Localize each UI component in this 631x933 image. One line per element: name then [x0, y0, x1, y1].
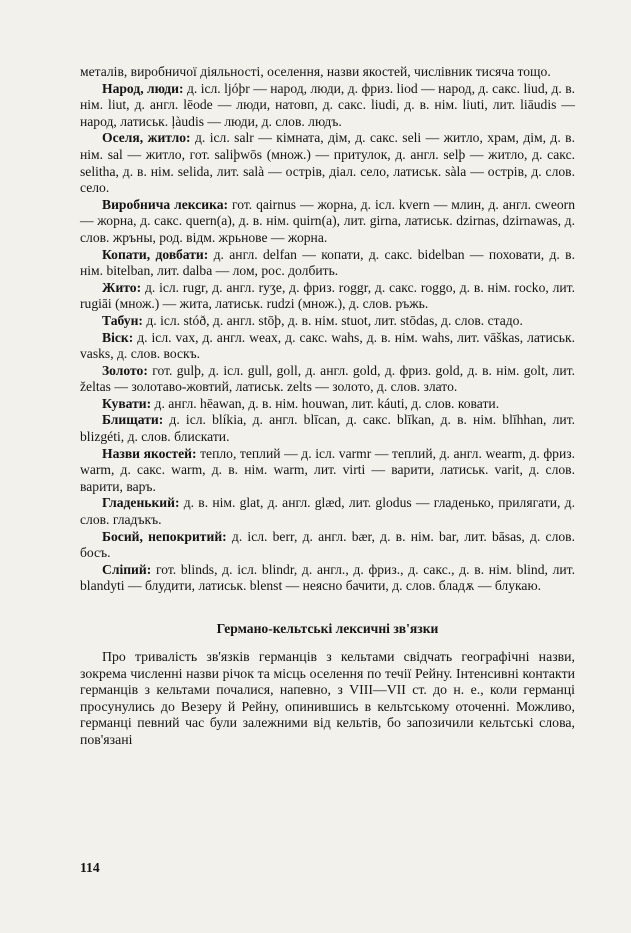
entry-body: гот. qairnus — жорна, д. ісл. kvern — млин, д. англ. cweorn — жорна, д. сакс. quern(a), д. в. нім. quirn(a), лит. girna, латиськ. dzirnas, dzirnawas, д. слов. жръны, род. відм. жрьнове — жорна. — [80, 196, 575, 245]
entry-body: д. ісл. rugr, д. англ. ryʒe, д. фриз. roggr, д. сакс. roggo, д. в. нім. rocko, лит. rugiāi (множ.) — жита, латиськ. rudzi (множ.), д. слов. ръжь. — [80, 279, 575, 312]
entry-body: д. ісл. blíkia, д. англ. blīcan, д. сакс. blīkan, д. в. нім. blīhhan, лит. blizgéti, д. слов. блискати. — [80, 412, 576, 445]
entry-head: Оселя, житло: — [102, 130, 191, 146]
entry-head: Назви якостей: — [102, 445, 197, 461]
entry-slipyi — [80, 562, 575, 595]
dictionary-text — [80, 64, 575, 595]
entry-body: д. ісл. salr — кімната, дім, д. сакс. seli — житло, храм, дім, д. в. нім. sal — житло, гот. saliþwōs (множ.) — притулок, д. англ. selþ — житло, д. сакс. selitha, д. в. нім. selida, лит. salà — острів, діал. село, латиськ. sàla — острів, д. слов. село. — [80, 130, 575, 196]
entry-kuvaty — [80, 396, 575, 413]
intro-line: металів, виробничої діяльності, оселення, назви якостей, числівник тисяча тощо. — [80, 64, 551, 79]
entry-head: Виробнича лексика: — [102, 196, 229, 212]
entry-body: д. ісл. berr, д. англ. bær, д. в. нім. bar, лит. bāsas, д. слов. босъ. — [80, 528, 575, 561]
page-number: 114 — [80, 860, 100, 875]
entry-head: Блищати: — [102, 412, 164, 428]
entry-nazvy-yakostei — [80, 446, 575, 496]
body-paragraph: Про тривалість зв'язків германців з кельтами свідчать географічні назви, зокрема численні назви річок та місць оселення по течії Рейну. Інтенсивні контакти германців з кельтами почалися, напевно, з VIII—VII ст. до н. е., коли германці просунулись до Везеру й Рейну, опинившись в кельтському оточенні. Можливо, германці певний час були залежними від кельтів, бо запозичили кельтські слова, пов'язані — [80, 649, 575, 747]
entry-body: гот. gulþ, д. ісл. gull, goll, д. англ. gold, д. фриз. gold, д. в. нім. golt, лит. želtas — золотаво-жовтий, латиськ. zelts — золото, д. слов. злато. — [80, 362, 575, 395]
entry-body: д. ісл. stóð, д. англ. stōþ, д. в. нім. stuot, лит. stōdas, д. слов. стадо. — [146, 312, 523, 328]
entry-bosyi — [80, 529, 575, 562]
entry-head: Босий, непокритий: — [102, 528, 227, 544]
entry-head: Сліпий: — [102, 561, 152, 577]
entry-zhyto — [80, 280, 575, 313]
entry-body: гот. blinds, д. ісл. blindr, д. англ., д. фриз., д. сакс., д. в. нім. blind, лит. blandyti — блудити, латиськ. blenst — неясно бачити, д. слов. бладѫ — блукаю. — [80, 561, 575, 594]
entry-body: тепло, теплий — д. ісл. varmr — теплий, д. англ. wearm, д. фриз. warm, д. сакс. warm, д. в. нім. warm, лит. virti — варити, латиськ. varit, д. слов. варити, варъ. — [80, 445, 575, 494]
entry-gladenkyi — [80, 495, 575, 528]
entry-head: Віск: — [102, 329, 134, 345]
entry-kopaty — [80, 247, 575, 280]
entry-vyrobnycha — [80, 197, 575, 247]
entry-head: Кувати: — [102, 395, 152, 411]
entry-body: д. ісл. vax, д. англ. weax, д. сакс. wahs, д. в. нім. wahs, лит. vāškas, латиськ. vasks, д. слов. воскъ. — [80, 329, 575, 362]
entry-narod — [80, 81, 575, 131]
entry-body: д. англ. delfan — копати, д. сакс. bidelban — поховати, д. в. нім. bitelban, лит. dalba — лом, рос. долбить. — [80, 246, 575, 279]
entry-body: д. в. нім. glat, д. англ. glæd, лит. glodus — гладенько, прилягати, д. слов. гладъкъ. — [80, 495, 575, 528]
entry-head: Гладенький: — [102, 495, 180, 511]
entry-tabun — [80, 313, 575, 330]
entry-body: д. англ. hēawan, д. в. нім. houwan, лит. káuti, д. слов. ковати. — [154, 395, 500, 411]
entry-head: Табун: — [102, 312, 143, 328]
entry-visk — [80, 330, 575, 363]
section-heading: Германо-кельтські лексичні зв'язки — [216, 621, 439, 636]
entry-head: Золото: — [102, 362, 148, 378]
entry-head: Жито: — [102, 279, 142, 295]
entry-body: д. ісл. ljóþr — народ, люди, д. фриз. liod — народ, д. сакс. liud, д. в. нім. liut, д. англ. lēode — люди, натовп, д. сакс. liudi, д. в. нім. liuti, лит. liāudis — народ, латиськ. ļàudis — люди, д. слов. людъ. — [80, 80, 576, 129]
entry-head: Копати, довбати: — [102, 246, 209, 262]
entry-zoloto — [80, 363, 575, 396]
entry-head: Народ, люди: — [102, 80, 184, 96]
entry-oselia — [80, 130, 575, 196]
entry-blyshchaty — [80, 412, 575, 445]
